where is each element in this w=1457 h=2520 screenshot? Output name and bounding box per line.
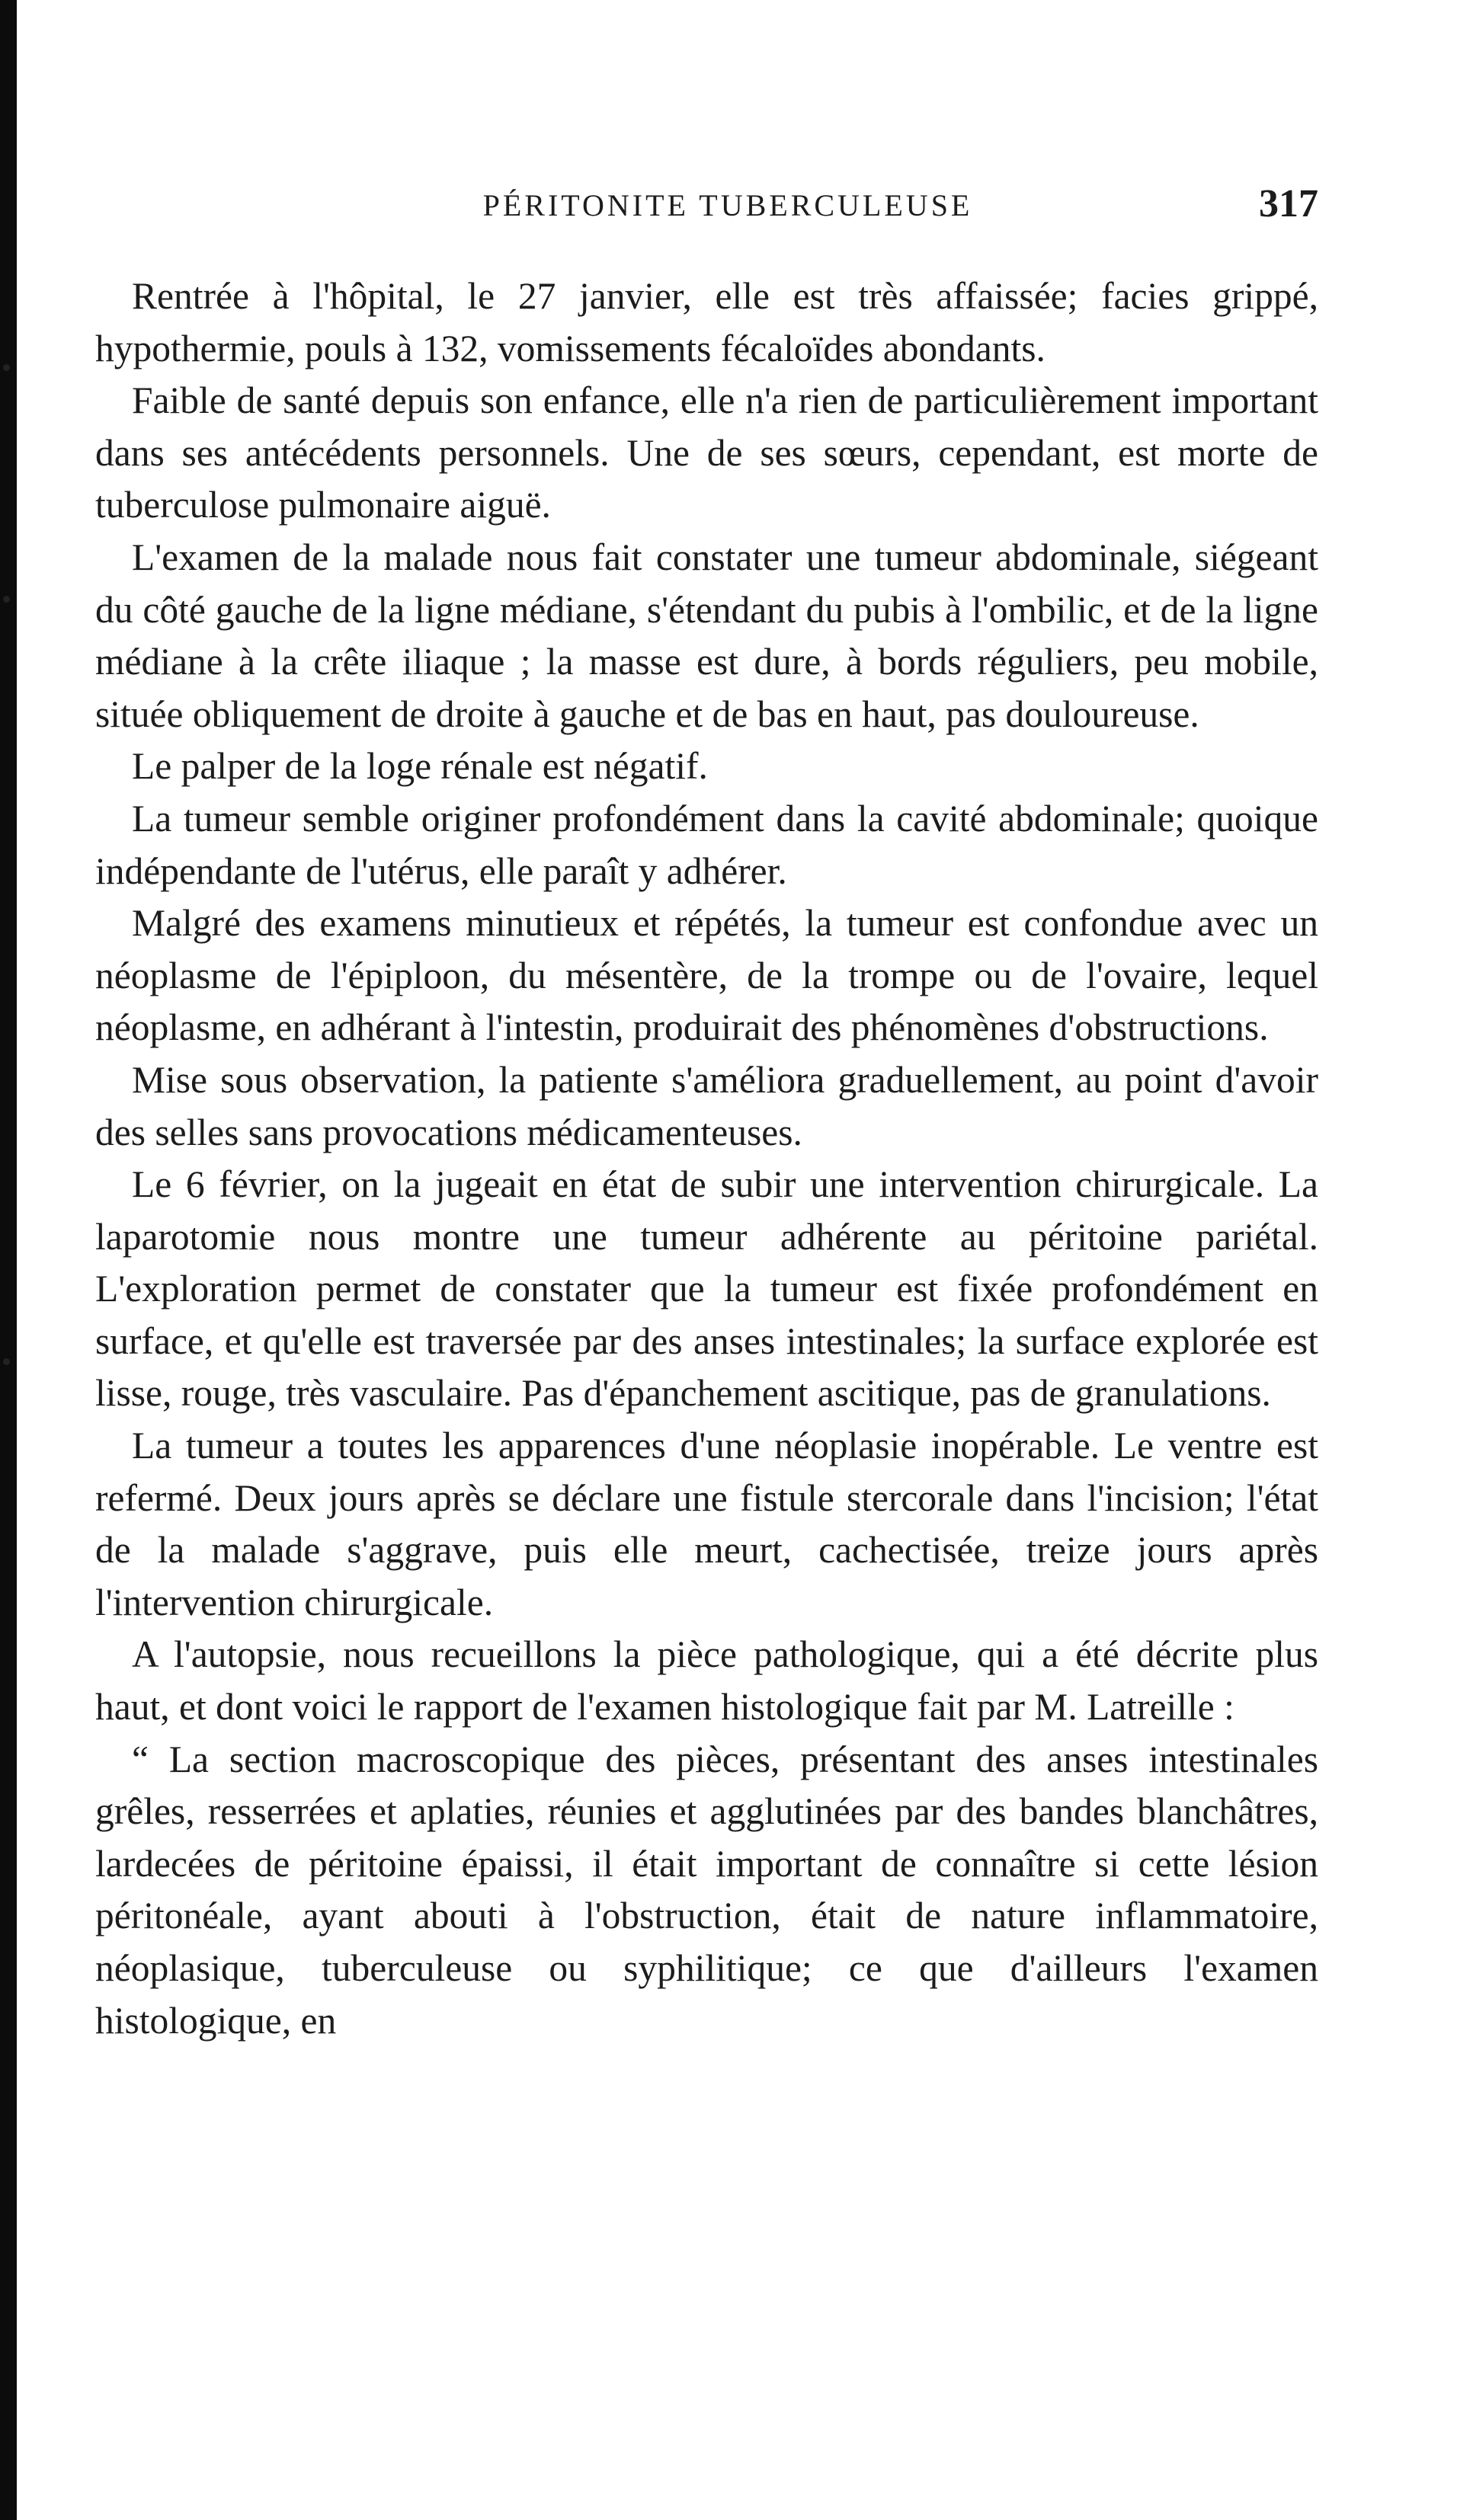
paragraph: Faible de santé depuis son enfance, elle n'a rien de particulièrement important dans ses antécédents personnels. Une de ses sœurs, cependant, est morte de tuberculose pulmonaire aiguë. (95, 379, 1318, 526)
paragraph: L'examen de la malade nous fait constater une tumeur abdominale, siégeant du côté gauche de la ligne médiane, s'étendant du pubis à l'ombilic, et de la ligne médiane à la crête iliaque ; la masse est dure, à bords réguliers, peu mobile, située obliquement de droite à gauche et de bas en haut, pas douloureuse. (95, 536, 1318, 735)
paragraph: A l'autopsie, nous recueillons la pièce pathologique, qui a été décrite plus haut, et dont voici le rapport de l'examen histologique fait par M. Latreille : (95, 1633, 1318, 1729)
edge-mark (3, 364, 10, 371)
paragraph: Le 6 février, on la jugeait en état de subir une intervention chirurgicale. La laparotomie nous montre une tumeur adhérente au péritoine pariétal. L'exploration permet de constater que la tumeur est fixée profondément en surface, et qu'elle est traversée par des anses intestinales; la surface explorée est lisse, rouge, très vasculaire. Pas d'épanchement ascitique, pas de granulations. (95, 1163, 1318, 1415)
paragraph: Mise sous observation, la patiente s'améliora graduellement, au point d'avoir des selles sans provocations médicamenteuses. (95, 1058, 1318, 1153)
edge-mark (3, 1358, 10, 1365)
paragraph: La tumeur a toutes les apparences d'une néoplasie inopérable. Le ventre est refermé. Deux jours après se déclare une fistule stercorale dans l'incision; l'état de la malade s'aggrave, puis elle meurt, cachectisée, treize jours après l'intervention chirurgicale. (95, 1425, 1318, 1623)
binding-edge (0, 0, 17, 2520)
paragraph: Malgré des examens minutieux et répétés, la tumeur est confondue avec un néoplasme de l'épiploon, du mésentère, de la trompe ou de l'ovaire, lequel néoplasme, en adhérant à l'intestin, produirait des phénomènes d'obstructions. (95, 902, 1318, 1049)
edge-mark (3, 596, 10, 603)
page-number: 317 (1259, 182, 1318, 225)
running-head: PÉRITONITE TUBERCULEUSE (482, 188, 973, 222)
body-text (95, 270, 1318, 2047)
page-header (137, 181, 1318, 235)
paragraph: “ La section macroscopique des pièces, présentant des anses intestinales grêles, resserrées et aplaties, réunies et agglutinées par des bandes blanchâtres, lardecées de péritoine épaissi, il était important de connaître si cette lésion péritonéale, ayant abouti à l'obstruction, était de nature inflammatoire, néoplasique, tuberculeuse ou syphilitique; ce que d'ailleurs l'examen histologique, en (95, 1738, 1318, 2042)
paragraph: Rentrée à l'hôpital, le 27 janvier, elle est très affaissée; facies grippé, hypothermie, pouls à 132, vomissements fécaloïdes abondants. (95, 275, 1318, 369)
paragraph: Le palper de la loge rénale est négatif. (132, 745, 708, 788)
paragraph: La tumeur semble originer profondément dans la cavité abdominale; quoique indépendante de l'utérus, elle paraît y adhérer. (95, 797, 1318, 892)
